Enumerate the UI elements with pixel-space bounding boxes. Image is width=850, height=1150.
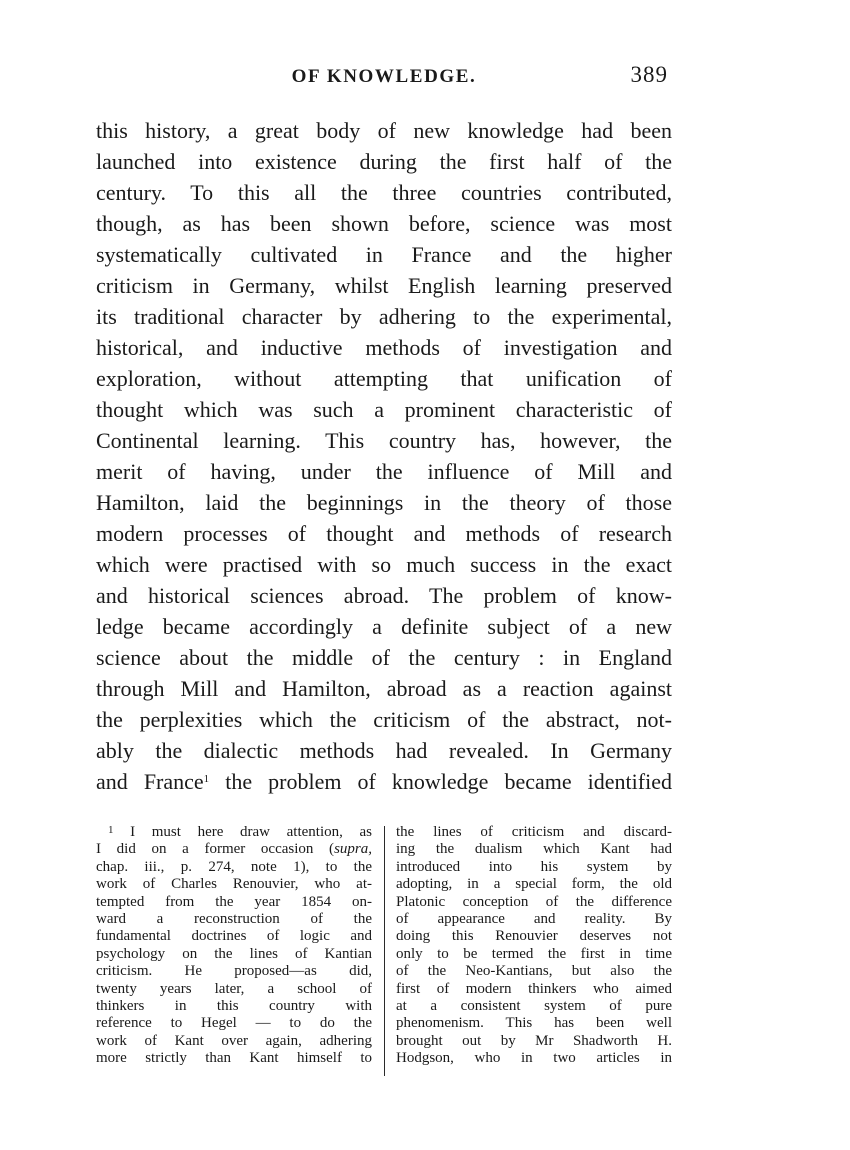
footnote-line: reference to Hegel — to do the (96, 1015, 372, 1032)
body-line: and historical sciences abroad. The problem of know- (96, 583, 672, 608)
footnote-line: adopting, in a special form, the old (396, 876, 672, 893)
footnote-line: Platonic conception of the difference (396, 893, 672, 910)
column-divider (384, 826, 385, 1076)
body-line: historical, and inductive methods of investigation and (96, 335, 672, 360)
footnote-line: ing the dualism which Kant had (396, 841, 672, 858)
footnote-line: chap. iii., p. 274, note 1), to the (96, 858, 372, 875)
footnote-italic: supra, (334, 841, 372, 858)
body-line: this history, a great body of new knowledge had been (96, 118, 672, 143)
footnote-line: tempted from the year 1854 on- (96, 893, 372, 910)
body-line: systematically cultivated in France and the higher (96, 242, 672, 267)
footnote-line-text: I must here draw attention, as (113, 824, 372, 840)
body-last-before: and France (96, 769, 204, 794)
body-line: century. To this all the three countries contributed, (96, 180, 672, 205)
footnote-column-left (96, 824, 372, 1067)
footnote-line (96, 824, 372, 841)
running-head (96, 62, 672, 96)
body-line: Continental learning. This country has, however, the (96, 428, 672, 453)
footnote-line: only to be termed the first in time (396, 945, 672, 962)
body-line: launched into existence during the first half of the (96, 149, 672, 174)
body-line: criticism in Germany, whilst English learning preserved (96, 273, 672, 298)
body-line: merit of having, under the influence of Mill and (96, 459, 672, 484)
footnote-line: more strictly than Kant himself to (96, 1050, 372, 1067)
body-line: the perplexities which the criticism of the abstract, not- (96, 707, 672, 732)
footnote-line: brought out by Mr Shadworth H. (396, 1032, 672, 1049)
body-line: exploration, without attempting that unification of (96, 366, 672, 391)
body-line: though, as has been shown before, science was most (96, 211, 672, 236)
running-title: OF KNOWLEDGE. (291, 66, 477, 87)
footnote-line: the lines of criticism and discard- (396, 824, 672, 840)
footnote-line: work of Kant over again, adhering (96, 1032, 372, 1049)
footnote-line: fundamental doctrines of logic and (96, 928, 372, 945)
footnote-line: doing this Renouvier deserves not (396, 928, 672, 945)
footnote-line: of the Neo-Kantians, but also the (396, 963, 672, 980)
body-line: modern processes of thought and methods of research (96, 521, 672, 546)
body-line: ably the dialectic methods had revealed. In Germany (96, 738, 672, 763)
body-line: through Mill and Hamilton, abroad as a reaction against (96, 676, 672, 701)
footnote-column-right (396, 824, 672, 1067)
footnote-line: at a consistent system of pure (396, 997, 672, 1014)
footnote-line (96, 841, 372, 858)
body-line: its traditional character by adhering to the experimental, (96, 304, 672, 329)
footnote-line: criticism. He proposed—as did, (96, 963, 372, 980)
body-text (96, 115, 672, 797)
body-line: which were practised with so much success in the exact (96, 552, 672, 577)
footnote-line: ward a reconstruction of the (96, 910, 372, 927)
footnotes (96, 824, 672, 1080)
footnote-line: Hodgson, who in two articles in (396, 1050, 672, 1067)
footnote-line: phenomenism. This has been well (396, 1015, 672, 1032)
page-number: 389 (630, 62, 668, 87)
body-line-last (96, 766, 672, 797)
body-line: Hamilton, laid the beginnings in the theory of those (96, 490, 672, 515)
footnote-line: psychology on the lines of Kantian (96, 945, 372, 962)
body-line: thought which was such a prominent characteristic of (96, 397, 672, 422)
footnote-line: first of modern thinkers who aimed (396, 980, 672, 997)
footnote-line: twenty years later, a school of (96, 980, 372, 997)
footnote-line: thinkers in this country with (96, 997, 372, 1014)
body-line: ledge became accordingly a definite subject of a new (96, 614, 672, 639)
footnote-line: work of Charles Renouvier, who at- (96, 876, 372, 893)
footnote-line-text: I did on a former occasion ( (96, 841, 335, 858)
footnote-reference: 1 (203, 773, 210, 785)
body-last-after: the problem of knowledge became identified (209, 769, 672, 794)
footnote-line: of appearance and reality. By (396, 910, 672, 927)
footnote-line: introduced into his system by (396, 858, 672, 875)
footnote-marker: 1 (108, 824, 114, 836)
body-line: science about the middle of the century : in England (96, 645, 672, 670)
